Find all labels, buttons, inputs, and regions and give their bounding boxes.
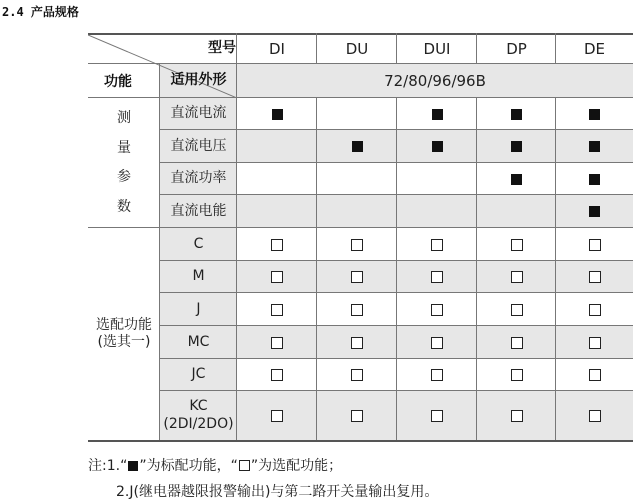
standard-mark-icon [432,109,443,120]
mark-cell [317,98,397,130]
optional-mark-icon [351,304,363,316]
mark-cell [477,359,556,391]
optional-mark-icon [271,304,283,316]
grid-line [476,98,477,440]
option-group-line: 选配功能 [96,316,152,333]
note-prefix: 注:1. [88,458,121,474]
row-label-text: JC [191,366,206,383]
note-optional-text: 为选配功能； [258,458,343,474]
option-group-line: (选其一) [97,334,151,350]
mark-cell [397,163,477,195]
optional-mark-icon [271,271,283,283]
mark-cell [556,293,633,326]
measure-group-char: 量 [117,139,131,156]
standard-mark-icon [511,141,522,152]
table-bottom-border [88,440,633,442]
note-quote: “ [230,458,238,474]
mark-cell [556,391,633,440]
mark-cell [237,293,317,326]
optional-mark-icon [511,271,523,283]
grid-line [555,98,556,440]
model-header: DUI [423,39,451,58]
optional-mark-icon [351,239,363,251]
standard-mark-icon [511,109,522,120]
optional-mark-icon [431,239,443,251]
measure-group-label [88,98,160,228]
mark-cell [397,195,477,228]
optional-mark-icon [589,271,601,283]
mark-cell [317,130,397,163]
mark-cell [556,195,633,228]
optional-mark-icon [351,337,363,349]
spec-table [88,33,633,442]
standard-mark-icon [589,174,600,185]
mark-cell [477,391,556,440]
function-header-label: 功能 [104,74,132,91]
optional-mark-icon [589,239,601,251]
grid-line [88,227,633,228]
mark-cell [397,130,477,163]
mark-cell [317,293,397,326]
optional-mark-icon [431,337,443,349]
row-label [160,130,237,163]
mark-cell [477,228,556,261]
model-header: DI [269,39,285,58]
mark-cell [556,130,633,163]
form-header-label: 适用外形 [170,72,227,89]
mark-cell [237,195,317,228]
row-label-text: J [196,300,201,317]
optional-mark-icon [511,410,523,422]
row-label-text: C [193,235,204,252]
grid-line [396,98,397,440]
mark-cell [237,261,317,293]
optional-mark-icon [271,369,283,381]
row-label-text: M [192,268,205,285]
standard-mark-icon [589,109,600,120]
optional-mark-icon [431,271,443,283]
optional-mark-icon [351,271,363,283]
option-group-label [88,228,160,440]
measure-group-char: 测 [117,110,131,126]
note-line-2: 2.J(继电器越限报警输出)与第二路开关量输出复用。 [116,484,439,500]
mark-cell [237,228,317,261]
mark-cell [237,98,317,130]
optional-mark-icon [431,369,443,381]
mark-cell [556,359,633,391]
optional-mark-icon [589,304,601,316]
mark-cell [556,261,633,293]
row-label [160,293,237,326]
mark-cell [397,228,477,261]
row-label [160,163,237,195]
grid-line [88,97,633,98]
grid-line [316,33,317,64]
mark-cell [477,98,556,130]
grid-line [555,33,556,64]
optional-mark-icon [351,410,363,422]
form-value: 72/80/96/96B [384,71,486,90]
row-label-text: MC [187,333,210,350]
optional-mark-icon [589,369,601,381]
grid-line [316,98,317,440]
note-line-1 [88,455,342,475]
row-label [160,195,237,228]
optional-mark-icon [239,460,250,471]
mark-cell [397,359,477,391]
row-sublabel-text: (2DI/2DO) [163,415,234,432]
row-label [160,228,237,261]
standard-mark-icon [432,141,443,152]
row-label-text: KC [189,398,208,414]
mark-cell [556,163,633,195]
standard-mark-icon [589,206,600,217]
grid-line [88,63,633,64]
row-label-text: 直流电能 [170,202,227,219]
row-label [160,261,237,293]
mark-cell [237,326,317,359]
note-quote: ” [139,458,147,474]
optional-mark-icon [511,337,523,349]
model-header: DU [345,39,369,58]
row-label [160,391,237,440]
mark-cell [477,130,556,163]
note-quote: “ [120,458,128,474]
optional-mark-icon [511,304,523,316]
mark-cell [477,326,556,359]
mark-cell [237,130,317,163]
mark-cell [477,195,556,228]
standard-mark-icon [352,141,363,152]
grid-line [236,33,237,440]
mark-cell [397,293,477,326]
optional-mark-icon [589,410,601,422]
section-heading: 2.4 产品规格 [2,5,79,19]
mark-cell [317,326,397,359]
standard-mark-icon [272,109,283,120]
mark-cell [317,228,397,261]
model-header: DP [506,39,527,58]
mark-cell [477,163,556,195]
row-label [160,359,237,391]
mark-cell [317,195,397,228]
standard-mark-icon [128,461,138,471]
mark-cell [317,359,397,391]
row-label-text: 直流功率 [170,170,227,187]
measure-group-char: 参 [117,169,131,185]
mark-cell [237,391,317,440]
mark-cell [477,261,556,293]
mark-cell [397,98,477,130]
optional-mark-icon [511,369,523,381]
mark-cell [317,261,397,293]
standard-mark-icon [511,174,522,185]
standard-mark-icon [589,141,600,152]
mark-cell [237,359,317,391]
mark-cell [556,326,633,359]
mark-cell [556,228,633,261]
note-quote: ” [250,458,259,474]
row-label-text: 直流电流 [170,105,227,122]
optional-mark-icon [511,239,523,251]
measure-group-char: 数 [117,198,131,215]
mark-cell [397,326,477,359]
note-standard-text: 为标配功能， [146,458,231,474]
mark-cell [317,163,397,195]
row-label-text: 直流电压 [170,137,227,154]
optional-mark-icon [431,304,443,316]
optional-mark-icon [431,410,443,422]
mark-cell [556,98,633,130]
optional-mark-icon [351,369,363,381]
mark-cell [397,261,477,293]
row-label [160,326,237,359]
grid-line [476,33,477,64]
grid-line [159,64,160,440]
grid-line [396,33,397,64]
optional-mark-icon [589,337,601,349]
optional-mark-icon [271,410,283,422]
mark-cell [477,293,556,326]
model-header-label: 型号 [208,40,236,57]
mark-cell [397,391,477,440]
row-label [160,98,237,130]
model-header: DE [583,39,606,58]
optional-mark-icon [271,239,283,251]
mark-cell [237,163,317,195]
optional-mark-icon [271,337,283,349]
mark-cell [317,391,397,440]
